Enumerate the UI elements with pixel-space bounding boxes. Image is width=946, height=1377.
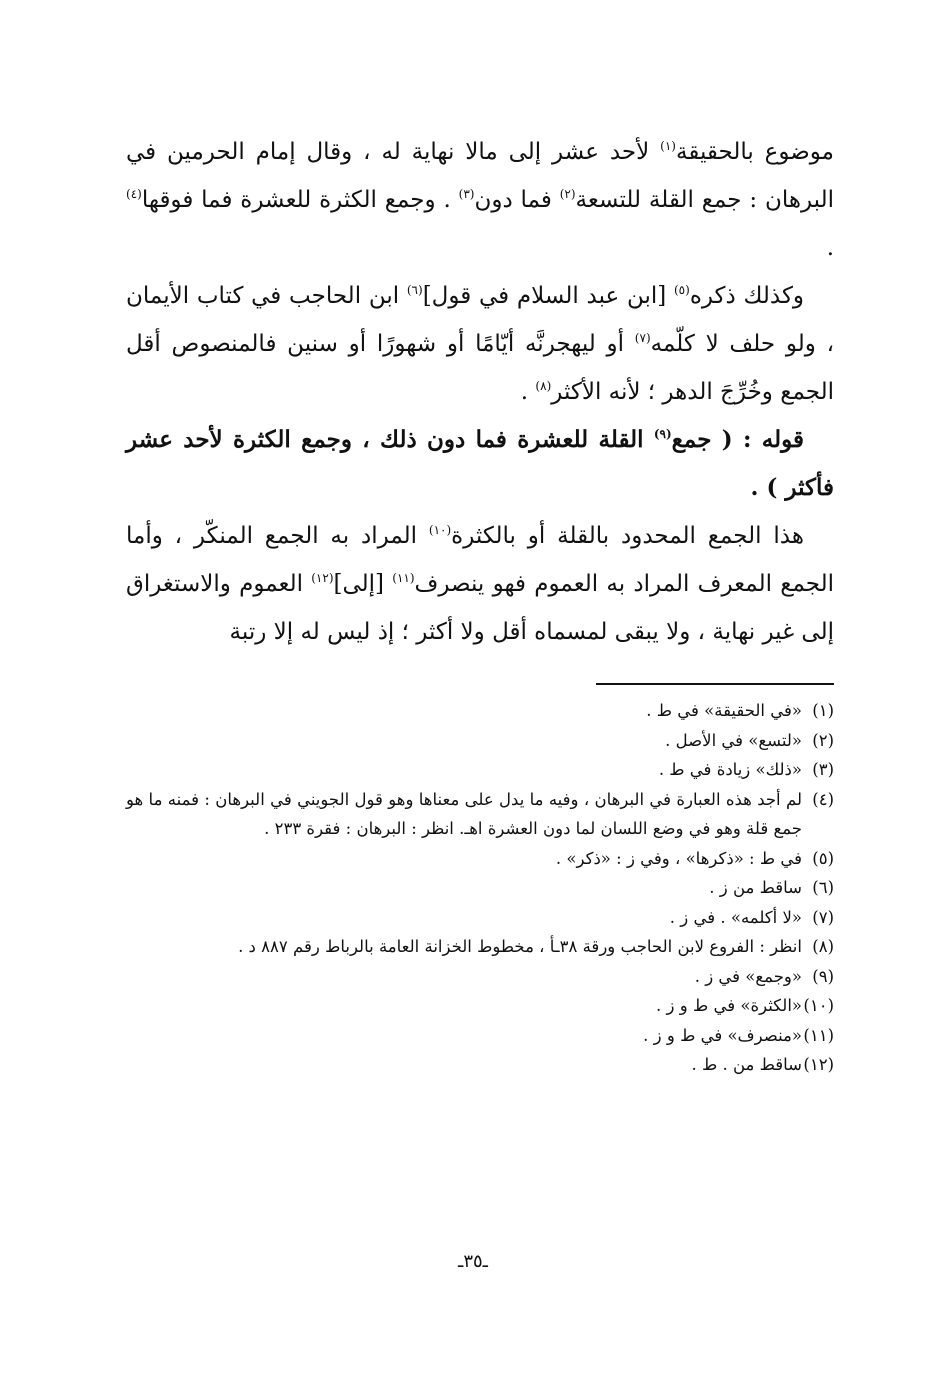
footnote-text: «في الحقيقة» في ط .	[646, 701, 802, 720]
text-run: قوله : ( جمع	[671, 426, 805, 453]
paragraph-2	[126, 272, 834, 416]
footnote-ref[interactable]: (١٠)	[428, 523, 452, 537]
footnote-ref[interactable]: (٣)	[458, 187, 475, 201]
footnote-number: (٩)	[812, 966, 834, 986]
text-run: وكذلك ذكره	[689, 283, 805, 309]
text-run: ابن الحاجب في كتاب الأيمان ، ولو حلف لا كلّمه	[126, 283, 834, 357]
footnote-item	[126, 844, 834, 874]
footnote-text: في ط : «ذكرها» ، وفي ز : «ذكر» .	[555, 848, 802, 868]
text-run: فما دون	[474, 187, 560, 213]
footnote-item	[126, 932, 834, 962]
text-run: المراد به الجمع المنكّر ، وأما الجمع المعرف المراد به العموم فهو ينصرف	[126, 523, 834, 597]
main-text	[126, 128, 834, 656]
page-number: ـ٣٥ـ	[458, 1251, 488, 1272]
footnote-ref[interactable]: (٦)	[406, 283, 423, 297]
footnote-text: «منصرف» في ط و ز .	[643, 1025, 802, 1045]
text-run: أو ليهجرنَّه أيّامًا أو شهورًا أو سنين فالمنصوص أقل الجمع وخُرِّجَ الدهر ؛ لأنه الأكثر	[126, 331, 834, 405]
footnote-number: (٧)	[812, 907, 834, 927]
footnote-ref[interactable]: (١٢)	[311, 571, 334, 585]
footnote-number: (٢)	[812, 730, 834, 750]
footnote-number: (١١)	[803, 1025, 834, 1045]
footnote-item	[126, 991, 834, 1021]
footnote-number: (٥)	[812, 848, 834, 868]
footnote-number: (٤)	[812, 789, 834, 809]
text-run: القلة للعشرة فما دون ذلك ، وجمع الكثرة لأحد عشر فأكثر ) .	[126, 426, 834, 501]
paragraph-3-quote	[126, 416, 834, 512]
text-run: لأحد عشر إلى مالا نهاية له ، وقال إمام الحرمين في البرهان : جمع القلة للتسعة	[126, 139, 834, 213]
footnote-ref[interactable]: (٥)	[673, 283, 690, 297]
footnote-divider	[596, 683, 834, 685]
footnote-number: (٦)	[812, 878, 834, 897]
footnote-text: «لتسع» في الأصل .	[665, 730, 802, 750]
footnote-ref[interactable]: (٤)	[126, 187, 142, 201]
footnote-text: «الكثرة» في ط و ز .	[656, 996, 802, 1015]
text-run: .	[826, 235, 834, 261]
text-run: موضوع بالحقيقة	[675, 139, 835, 165]
footnote-number: (١٠)	[803, 996, 834, 1015]
footnote-ref[interactable]: (٧)	[634, 331, 651, 345]
paragraph-1	[126, 128, 834, 272]
text-run: هذا الجمع المحدود بالقلة أو بالكثرة	[451, 523, 804, 549]
footnote-number: (٣)	[812, 760, 834, 779]
footnote-text: «لا أكلمه» . في ز .	[669, 907, 802, 927]
text-run: . وجمع الكثرة للعشرة فما فوقها	[141, 187, 459, 213]
text-run: [ابن عبد السلام في قول]	[422, 283, 674, 309]
footnote-text: «ذلك» زيادة في ط .	[658, 760, 802, 779]
footnote-text: ساقط من ز .	[709, 878, 802, 897]
footnote-number: (٨)	[812, 937, 834, 956]
footnote-item	[126, 903, 834, 933]
footnote-text: «وجمع» في ز .	[694, 966, 802, 986]
footnote-item	[126, 1050, 834, 1080]
footnote-item	[126, 962, 834, 992]
footnote-text: انظر : الفروع لابن الحاجب ورقة ٣٨ـأ ، مخطوط الخزانة العامة بالرباط رقم ٨٨٧ د .	[238, 937, 802, 956]
footnote-item	[126, 873, 834, 903]
footnote-number: (١٢)	[803, 1055, 834, 1074]
footnote-item	[126, 1021, 834, 1051]
footnote-item	[126, 755, 834, 785]
footnote-ref[interactable]: (٢)	[559, 187, 576, 201]
text-run: العموم والاستغراق إلى غير نهاية ، ولا يبقى لمسماه أقل ولا أكثر ؛ إذ ليس له إلا رتبة	[126, 571, 834, 645]
paragraph-4	[126, 512, 834, 656]
footnote-ref[interactable]: (٩)	[653, 427, 672, 441]
text-run: [إلى]	[333, 571, 393, 597]
footnotes	[126, 696, 834, 1080]
footnote-text: لم أجد هذه العبارة في البرهان ، وفيه ما يدل على معناها وهو قول الجويني في البرهان : فمنه ما هو جمع قلة وهو في وضع اللسان لما دون العشرة اهـ. انظر : البرهان : فقرة ٢٣٣ .	[126, 789, 802, 838]
text-run: .	[520, 379, 536, 405]
footnote-number: (١)	[812, 701, 834, 720]
footnote-ref[interactable]: (١)	[660, 139, 676, 153]
footnote-ref[interactable]: (١١)	[392, 571, 415, 585]
footnote-text: ساقط من . ط .	[691, 1055, 802, 1074]
footnote-ref[interactable]: (٨)	[535, 379, 552, 393]
footnote-item	[126, 726, 834, 756]
footnote-item	[126, 785, 834, 844]
footnote-item	[126, 696, 834, 726]
